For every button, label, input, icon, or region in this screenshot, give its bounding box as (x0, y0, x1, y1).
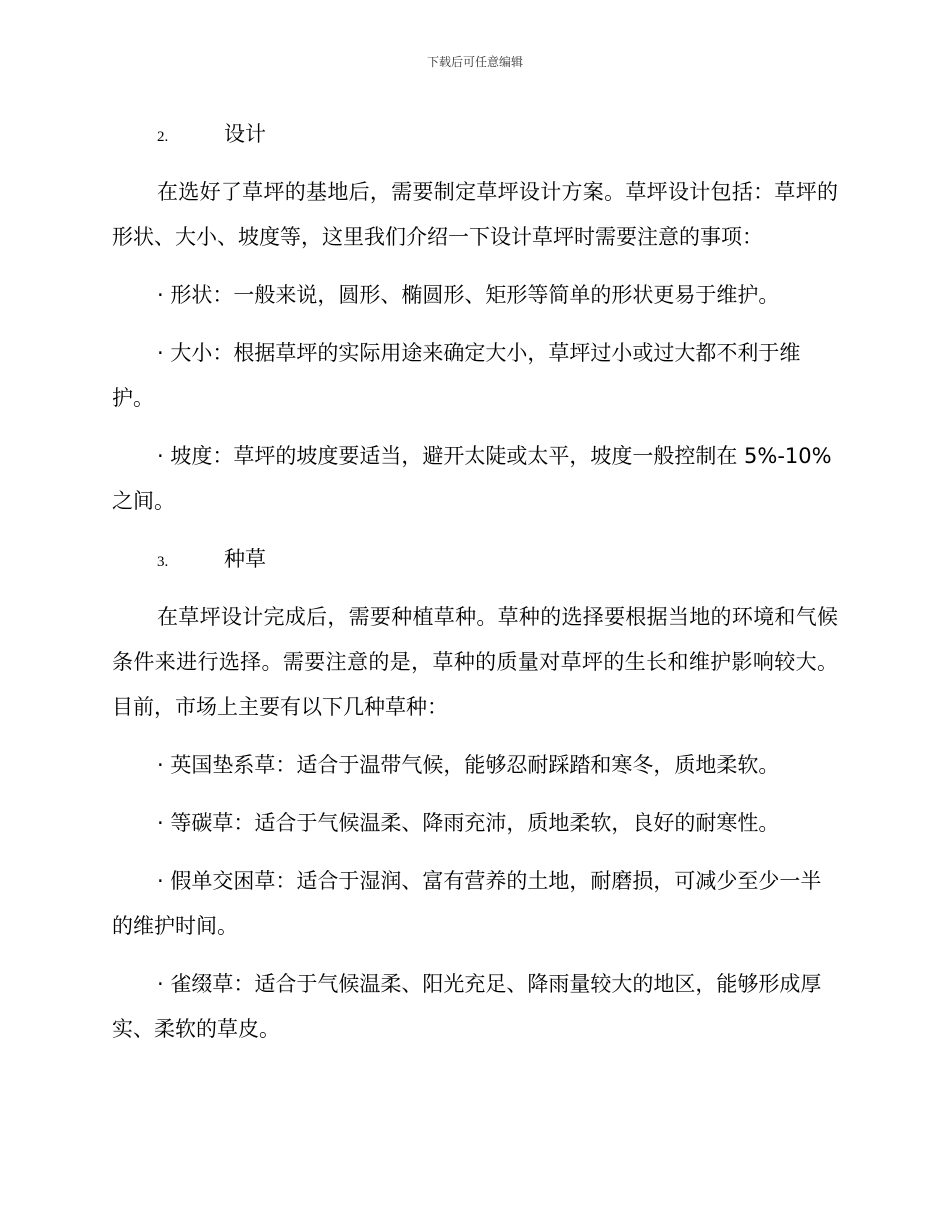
section-number: 3. (157, 554, 169, 570)
section-title: 种草 (224, 547, 266, 571)
page-header: 下载后可任意编辑 (426, 55, 523, 69)
bullet-grass-type-3: · 假单交困草：适合于湿润、富有营养的土地，耐磨损，可减少至少一半的维护时间。 (112, 869, 822, 938)
bullet-shape: · 形状：一般来说，圆形、椭圆形、矩形等简单的形状更易于维护。 (157, 283, 780, 307)
bullet-slope: · 坡度：草坪的坡度要适当，避开太陡或太平，坡度一般控制在 5%-10% 之间。 (112, 444, 832, 513)
section-intro-paragraph: 在草坪设计完成后，需要种植草种。草种的选择要根据当地的环境和气候条件来进行选择。需要注意的是，草种的质量对草坪的生长和维护影响较大。目前，市场上主要有以下几种草种： (112, 605, 838, 719)
bullet-grass-type-1: · 英国垫系草：适合于温带气候，能够忍耐踩踏和寒冬，质地柔软。 (157, 753, 780, 777)
bullet-grass-type-2: · 等碳草：适合于气候温柔、降雨充沛，质地柔软，良好的耐寒性。 (157, 811, 780, 835)
bullet-size: · 大小：根据草坪的实际用途来确定大小，草坪过小或过大都不利于维护。 (112, 341, 801, 410)
section-number: 2. (157, 129, 169, 145)
section-heading-planting (112, 537, 838, 582)
section-title: 设计 (224, 122, 266, 146)
section-heading-design (112, 112, 838, 157)
document-body (112, 112, 838, 1065)
bullet-grass-type-4: · 雀缀草：适合于气候温柔、阳光充足、降雨量较大的地区，能够形成厚实、柔软的草皮。 (112, 972, 822, 1041)
section-intro-paragraph: 在选好了草坪的基地后，需要制定草坪设计方案。草坪设计包括：草坪的形状、大小、坡度等，这里我们介绍一下设计草坪时需要注意的事项： (112, 180, 838, 249)
